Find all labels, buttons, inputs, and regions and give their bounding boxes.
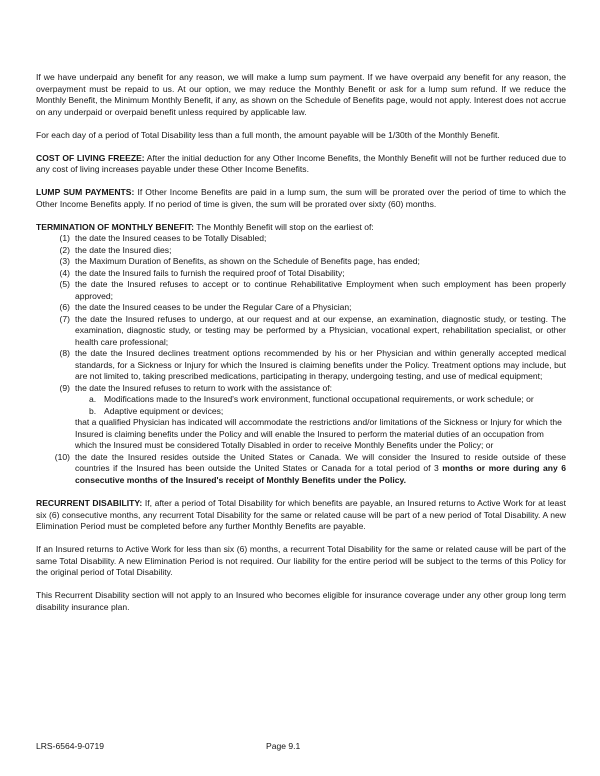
list-item-marker: (10) bbox=[54, 451, 70, 462]
paragraph-overpayment: If we have underpaid any benefit for any reason, we will make a lump sum payment. If we have overpaid any benefit for any reason, the overpayment must be repaid to us. At our option, we may reduce the Monthly Benefit or ask for a lump sum refund. If we reduce the Monthly Benefit, the Minimum Monthly Benefit, if any, as shown on the Schedule of Benefits page, would not apply. Interest does not accrue on any underpaid or overpaid benefit unless required by applicable law. bbox=[36, 72, 566, 117]
paragraph-recurrent-three: This Recurrent Disability section will not apply to an Insured who becomes eligible for insurance coverage under any other group long term disability insurance plan. bbox=[36, 590, 566, 612]
list-item-marker: (7) bbox=[59, 313, 70, 324]
list-item-text: the date the Insured ceases to be Totally Disabled; bbox=[75, 233, 267, 244]
list-item-marker: (1) bbox=[59, 233, 70, 244]
list-item-text: the Maximum Duration of Benefits, as shown on the Schedule of Benefits page, has ended; bbox=[75, 256, 420, 267]
list-item-text: the date the Insured dies; bbox=[75, 244, 172, 255]
list-item bbox=[36, 279, 566, 302]
footer-page-label: Page 9.1 bbox=[266, 740, 301, 751]
section-body-lump-sum-payments: If Other Income Benefits are paid in a lump sum, the sum will be prorated over the period of time to which the Other Income Benefits apply. If no period of time is given, the sum will be prorated over sixty (60) months. bbox=[36, 187, 566, 209]
sub-list-item-text: Adaptive equipment or devices; bbox=[104, 405, 224, 416]
list-item-marker: (3) bbox=[59, 256, 70, 267]
list-item-marker: (4) bbox=[59, 267, 70, 278]
page-footer bbox=[36, 741, 566, 753]
list-item-text: the date the Insured refuses to accept or to continue Rehabilitative Employment when such employment has been properly approved; bbox=[75, 279, 566, 301]
section-lump-sum-payments bbox=[36, 187, 566, 210]
section-heading-cost-of-living-freeze: COST OF LIVING FREEZE: bbox=[36, 152, 145, 163]
termination-list bbox=[36, 233, 566, 486]
section-heading-lump-sum-payments: LUMP SUM PAYMENTS: bbox=[36, 187, 135, 198]
paragraph-partial-month: For each day of a period of Total Disability less than a full month, the amount payable will be 1/30th of the Monthly Benefit. bbox=[36, 129, 500, 140]
list-item-text: the date the Insured refuses to return to work with the assistance of: bbox=[75, 382, 333, 393]
section-spacer bbox=[36, 486, 566, 498]
list-item-text: the date the Insured ceases to be under the Regular Care of a Physician; bbox=[75, 302, 352, 313]
list-item-marker: (2) bbox=[59, 244, 70, 255]
list-item bbox=[36, 245, 566, 257]
list-item bbox=[36, 348, 566, 383]
list-item bbox=[36, 256, 566, 268]
section-body-termination-intro: The Monthly Benefit will stop on the earliest of: bbox=[194, 221, 374, 232]
section-heading-termination: TERMINATION OF MONTHLY BENEFIT: bbox=[36, 221, 195, 232]
list-item-marker: (9) bbox=[59, 382, 70, 393]
list-item bbox=[36, 314, 566, 349]
sub-list-item-text: Modifications made to the Insured's work environment, functional occupational requirements, or work schedule; or bbox=[104, 394, 534, 405]
sub-list-item bbox=[75, 394, 566, 406]
section-recurrent-disability bbox=[36, 498, 566, 533]
list-item-marker: (6) bbox=[59, 302, 70, 313]
section-body-cost-of-living-freeze: After the initial deduction for any Other Income Benefits, the Monthly Benefit will not be further reduced due to any cost of living increases payable under these Other Income Benefits. bbox=[36, 152, 566, 175]
list-item-text: the date the Insured refuses to undergo, at our request and at our expense, an examination, diagnostic study, or testing. The examination, diagnostic study, or testing may be performed by a Physician, vocational expert, rehabilitation specialist, or other health care professional; bbox=[75, 313, 566, 347]
list-item-text: the date the Insured fails to furnish the required proof of Total Disability; bbox=[75, 267, 345, 278]
section-cost-of-living-freeze bbox=[36, 153, 566, 176]
sub-list-item bbox=[75, 406, 566, 418]
list-item-marker: (5) bbox=[59, 279, 70, 290]
section-body-recurrent-disability: If, after a period of Total Disability for which benefits are payable, an Insured returns to Active Work for at least six (6) consecutive months, any recurrent Total Disability for the same or related cause will be part of a new period of Total Disability. A new Elimination Period must be completed before any further Monthly Benefits are payable. bbox=[36, 497, 566, 532]
list-item bbox=[36, 268, 566, 280]
list-item bbox=[36, 233, 566, 245]
sub-list-item-marker: a. bbox=[89, 394, 97, 405]
list-item bbox=[36, 383, 566, 452]
paragraph-recurrent-two: If an Insured returns to Active Work for less than six (6) months, a recurrent Total Disability for the same or related cause will be part of the same Total Disability. A new Elimination Period is not required. Our liability for the entire period will be subject to the terms of this Policy for the original period of Total Disability. bbox=[36, 544, 566, 578]
section-heading-recurrent-disability: RECURRENT DISABILITY: bbox=[36, 497, 143, 508]
list-item bbox=[36, 452, 566, 487]
list-item-text: the date the Insured resides outside the United States or Canada. We will consider the Insured to reside outside of these countries if the Insured has been outside the United States or Canada for a total period of 3 bbox=[75, 451, 566, 474]
list-item-text-emphasis: months or more during any 6 consecutive months of the Insured's receipt of Monthly Benefits under the Policy. bbox=[75, 463, 566, 485]
list-item-marker: (8) bbox=[59, 348, 70, 359]
footer-document-id: LRS-6564-9-0719 bbox=[36, 740, 104, 751]
list-item-text: the date the Insured declines treatment options recommended by his or her Physician and within generally accepted medical standards, for a Sickness or Injury for which the Insured is claiming benefits under the Policy. Treatment options may include, but are not limited to, taking prescribed medications, participating in therapy, undergoing testing, and use of medical equipment; bbox=[75, 348, 566, 382]
list-item bbox=[36, 302, 566, 314]
section-termination-intro bbox=[36, 222, 566, 234]
list-item-continuation: that a qualified Physician has indicated will accommodate the restrictions and/or limitations of the Sickness or Injury for which the Insured is claiming benefits under the Policy and will enable the Insured to perform the material duties of an occupation from which the Insured must be considered Totally Disabled in order to receive Monthly Benefits under the Policy; or bbox=[75, 417, 562, 451]
sub-list-item-marker: b. bbox=[89, 405, 97, 416]
termination-sublist bbox=[75, 394, 566, 417]
